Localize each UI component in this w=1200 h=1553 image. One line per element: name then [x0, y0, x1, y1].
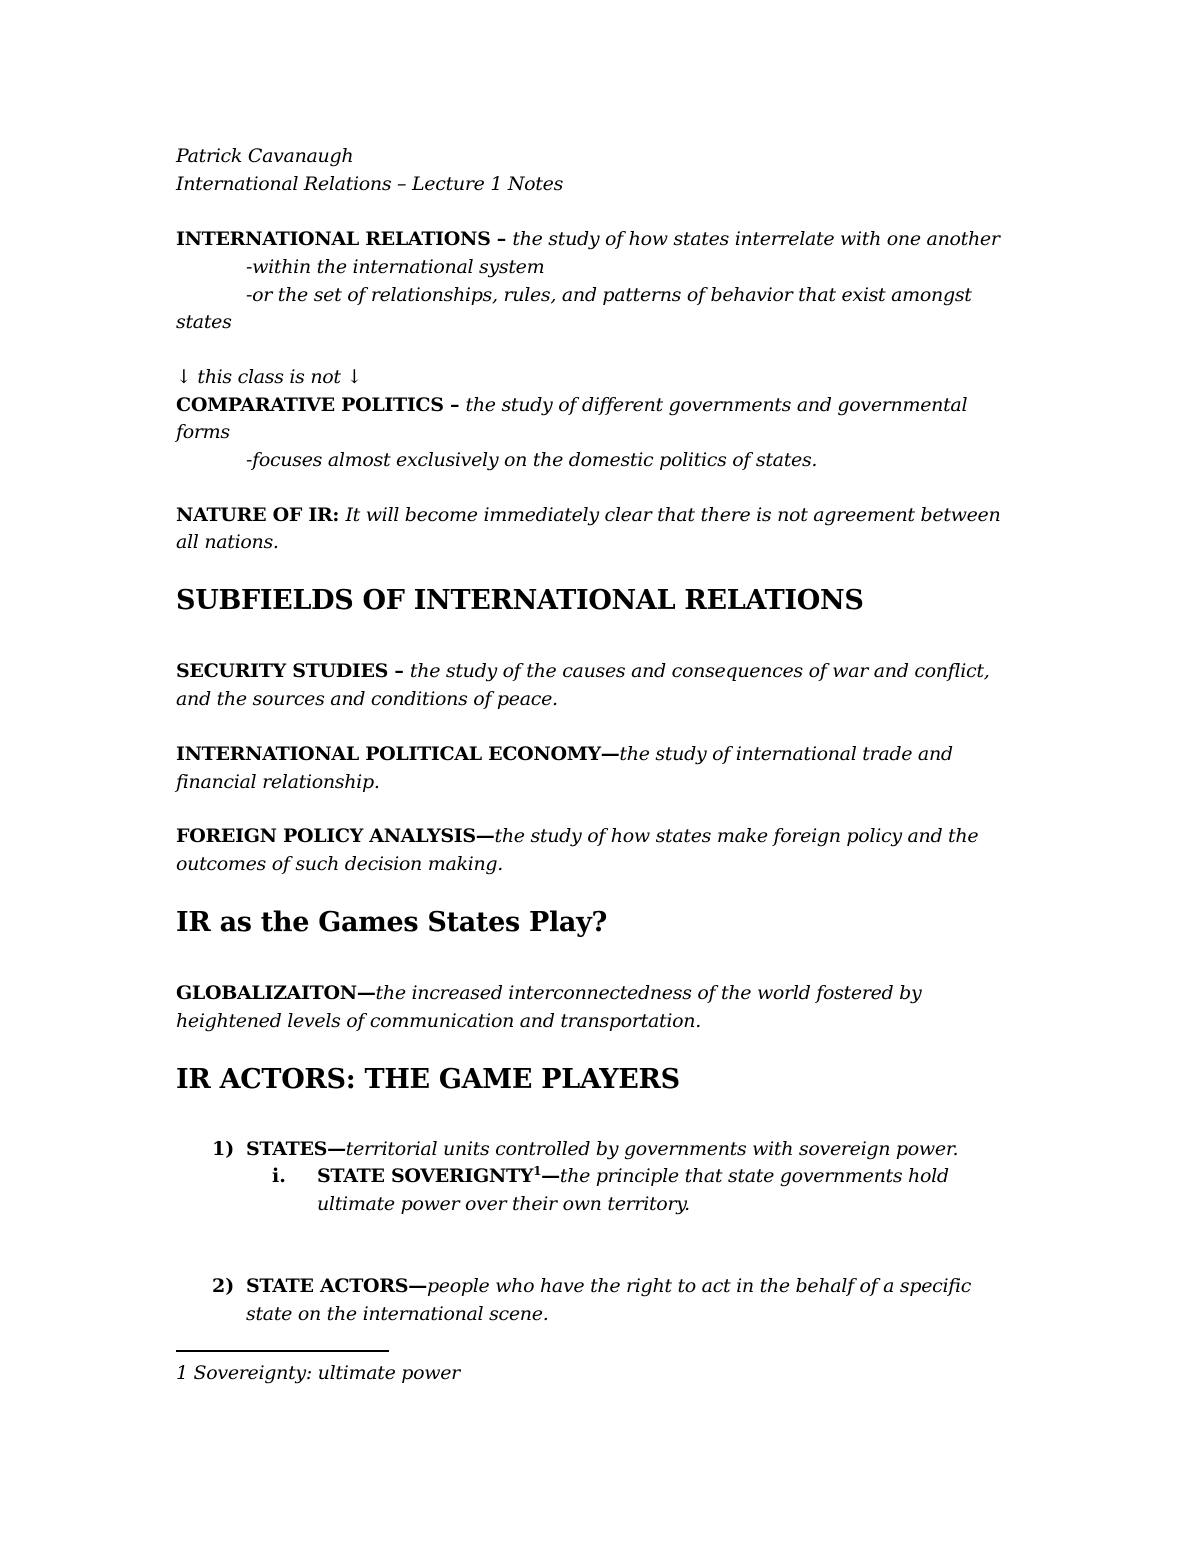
state-sovereignty-text: the principle that state governments hold	[559, 1165, 949, 1187]
fpa	[176, 823, 978, 849]
nature-of-ir-text: It will become immediately clear that there is not agreement between	[345, 504, 1001, 526]
security-studies-line-2: and the sources and conditions of peace.	[176, 688, 558, 710]
security-studies-text: the study of the causes and consequences of war and conflict,	[409, 660, 990, 682]
ir-point-2-line-1: -or the set of relationships, rules, and patterns of behavior that exist amongst	[246, 284, 972, 306]
fpa-text: the study of how states make foreign policy and the	[494, 825, 979, 847]
state-sovereignty-term: STATE SOVERIGNTY	[317, 1165, 534, 1187]
ir-point-1: -within the international system	[246, 256, 545, 278]
nature-of-ir	[176, 502, 1000, 528]
state-sovereignty-dash: —	[541, 1165, 560, 1187]
comparative-politics-line-2: forms	[176, 421, 230, 443]
comparative-politics-definition	[176, 392, 967, 418]
games-heading: IR as the Games States Play?	[176, 907, 608, 938]
ipe-term: INTERNATIONAL POLITICAL ECONOMY—	[176, 743, 620, 765]
footnote-reference[interactable]: 1	[533, 1164, 542, 1178]
sub-list-marker-i: i.	[272, 1165, 286, 1187]
ir-definition-text: the study of how states interrelate with one another	[512, 228, 1000, 250]
footnote-text: 1 Sovereignty: ultimate power	[176, 1362, 460, 1384]
ipe-text: the study of international trade and	[619, 743, 953, 765]
state-sovereignty-definition	[317, 1163, 949, 1189]
list-marker-2: 2)	[212, 1275, 235, 1297]
fpa-term: FOREIGN POLICY ANALYSIS—	[176, 825, 495, 847]
comparative-politics-text: the study of different governments and governmental	[465, 394, 968, 416]
fpa-line-2: outcomes of such decision making.	[176, 853, 503, 875]
not-this-class-note: ↓ this class is not ↓	[176, 366, 363, 388]
list-marker-1: 1)	[212, 1138, 235, 1160]
states-definition	[246, 1136, 958, 1162]
security-studies-term: SECURITY STUDIES –	[176, 660, 410, 682]
globalization-line-2: heightened levels of communication and transportation.	[176, 1010, 701, 1032]
security-studies	[176, 658, 989, 684]
state-actors-line-2: state on the international scene.	[246, 1303, 549, 1325]
nature-of-ir-line-2: all nations.	[176, 531, 279, 553]
ipe	[176, 741, 953, 767]
comparative-politics-term: COMPARATIVE POLITICS –	[176, 394, 466, 416]
state-actors-text: people who have the right to act in the behalf of a specific	[426, 1275, 972, 1297]
course-title: International Relations – Lecture 1 Notes	[176, 173, 564, 195]
author-name: Patrick Cavanaugh	[176, 145, 354, 167]
states-text: territorial units controlled by governments with sovereign power.	[345, 1138, 959, 1160]
state-sovereignty-line-2: ultimate power over their own territory.	[317, 1193, 690, 1215]
comparative-politics-point-1: -focuses almost exclusively on the domestic politics of states.	[246, 449, 818, 471]
globalization	[176, 980, 921, 1006]
states-term: STATES—	[246, 1138, 346, 1160]
ir-definition	[176, 226, 1000, 252]
state-actors-term: STATE ACTORS—	[246, 1275, 427, 1297]
ipe-line-2: financial relationship.	[176, 771, 380, 793]
subfields-heading: SUBFIELDS OF INTERNATIONAL RELATIONS	[176, 585, 864, 616]
footnote-separator	[176, 1350, 389, 1352]
ir-point-2-line-2: states	[176, 311, 232, 333]
globalization-term: GLOBALIZAITON—	[176, 982, 376, 1004]
nature-of-ir-term: NATURE OF IR:	[176, 504, 346, 526]
actors-heading: IR ACTORS: THE GAME PLAYERS	[176, 1064, 680, 1095]
ir-term: INTERNATIONAL RELATIONS –	[176, 228, 513, 250]
globalization-text: the increased interconnectedness of the world fostered by	[375, 982, 922, 1004]
state-actors-definition	[246, 1273, 971, 1299]
